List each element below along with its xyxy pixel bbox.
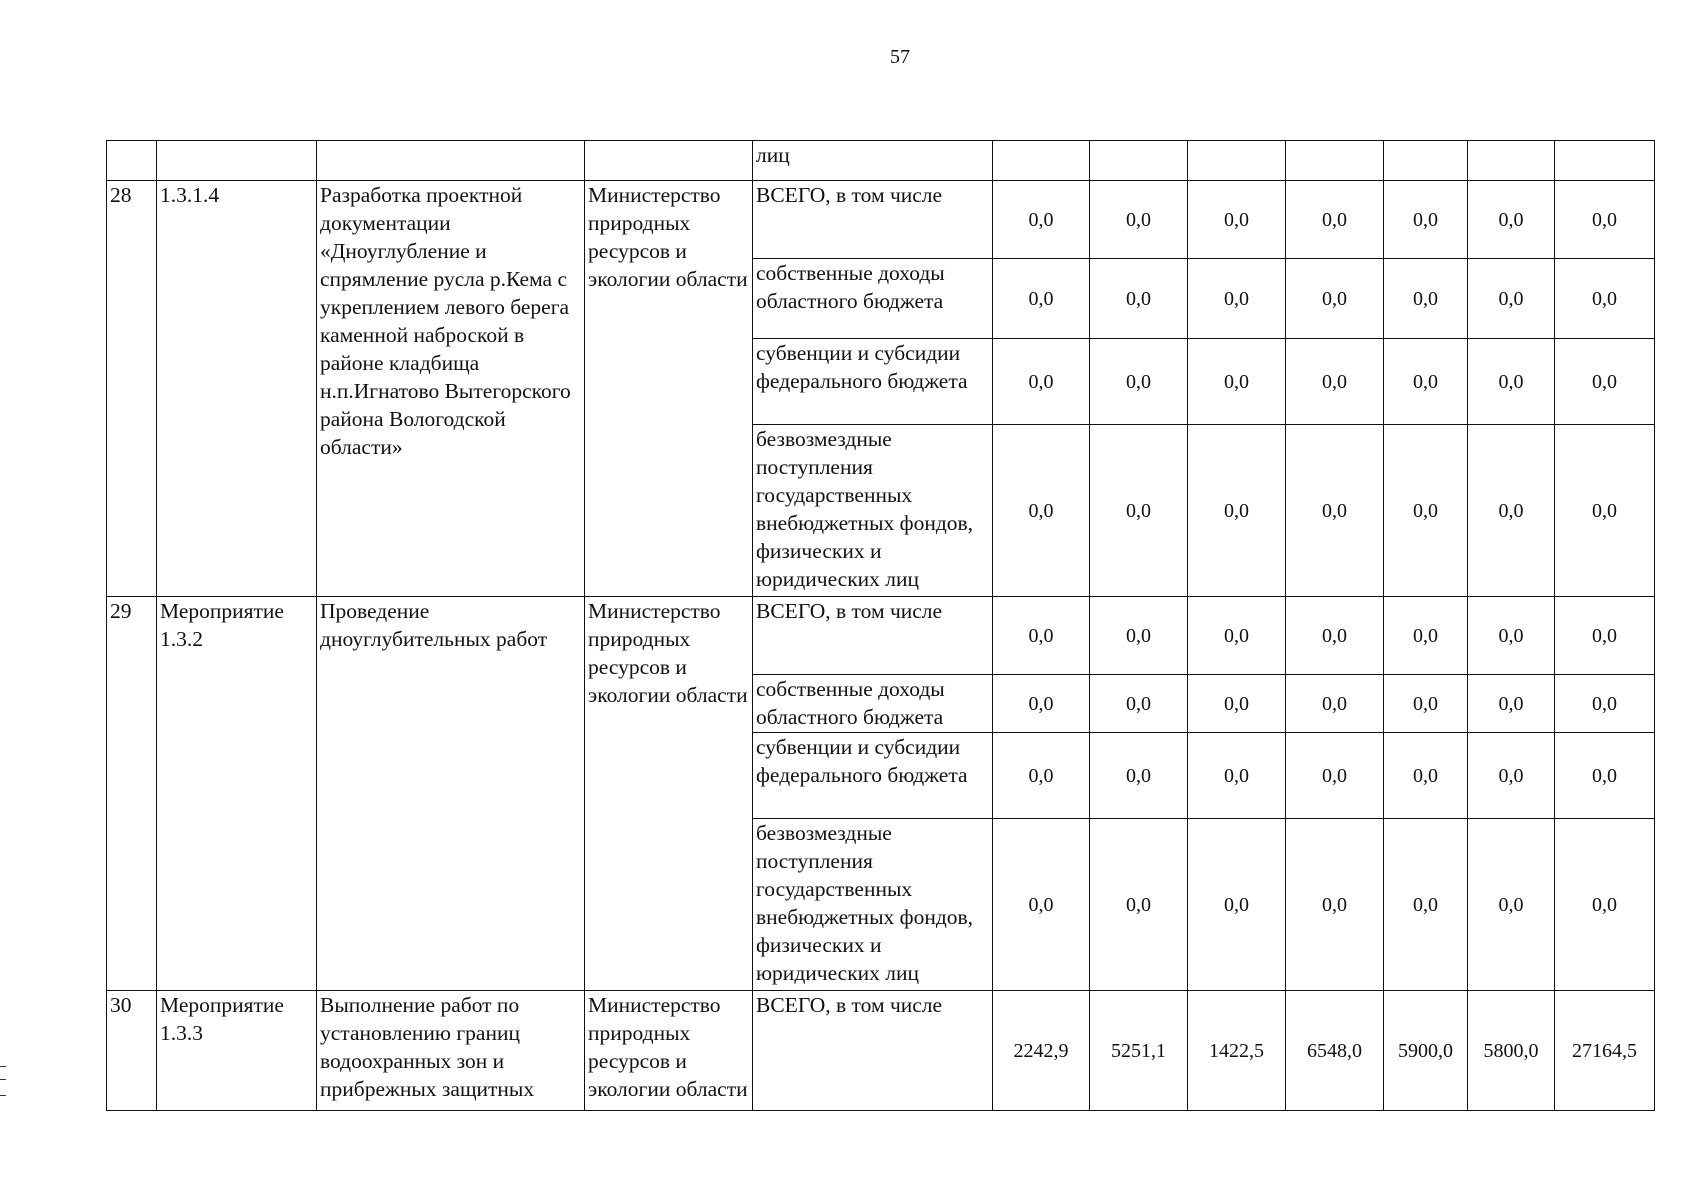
value-cell: 0,0 — [1286, 819, 1384, 991]
value-cell: 0,0 — [1188, 819, 1286, 991]
value-cell: 0,0 — [1468, 425, 1555, 597]
value-cell: 0,0 — [1090, 259, 1188, 339]
value-cell: 0,0 — [1555, 819, 1655, 991]
value-cell: 0,0 — [993, 259, 1090, 339]
entry-code: Мероприятие 1.3.2 — [157, 597, 317, 991]
value-cell: 0,0 — [1188, 733, 1286, 819]
entry-executor: Министерство природных ресурсов и экологии области — [585, 597, 753, 991]
table-cell — [157, 141, 317, 181]
value-cell: 0,0 — [1468, 819, 1555, 991]
source-cell: ВСЕГО, в том числе — [753, 991, 993, 1111]
value-cell: 0,0 — [1468, 339, 1555, 425]
value-cell: 0,0 — [1384, 819, 1468, 991]
value-cell: 0,0 — [1555, 675, 1655, 733]
table-cell — [1468, 141, 1555, 181]
table-cell — [1384, 141, 1468, 181]
value-cell: 0,0 — [1468, 181, 1555, 259]
value-cell: 0,0 — [1286, 675, 1384, 733]
value-cell: 0,0 — [1090, 181, 1188, 259]
value-cell: 0,0 — [1090, 733, 1188, 819]
page-number: 57 — [890, 46, 910, 68]
table-cell — [1286, 141, 1384, 181]
value-cell: 0,0 — [1384, 597, 1468, 675]
value-cell: 0,0 — [1384, 733, 1468, 819]
table-row — [107, 181, 1655, 259]
value-cell: 0,0 — [1286, 339, 1384, 425]
entry-number: 30 — [107, 991, 157, 1111]
source-cell: ВСЕГО, в том числе — [753, 597, 993, 675]
value-cell: 0,0 — [993, 675, 1090, 733]
value-cell: 0,0 — [1188, 259, 1286, 339]
value-cell: 0,0 — [1090, 425, 1188, 597]
value-cell: 5251,1 — [1090, 991, 1188, 1111]
entry-executor: Министерство природных ресурсов и экологии области — [585, 991, 753, 1111]
entry-name: Проведение дноуглубительных работ — [317, 597, 585, 991]
value-cell: 0,0 — [993, 819, 1090, 991]
value-cell: 0,0 — [1188, 339, 1286, 425]
value-cell: 0,0 — [993, 181, 1090, 259]
value-cell: 0,0 — [1090, 819, 1188, 991]
value-cell: 0,0 — [1384, 425, 1468, 597]
entry-code: Мероприятие 1.3.3 — [157, 991, 317, 1111]
value-cell: 2242,9 — [993, 991, 1090, 1111]
value-cell: 0,0 — [993, 425, 1090, 597]
value-cell: 0,0 — [993, 597, 1090, 675]
source-cell: ВСЕГО, в том числе — [753, 181, 993, 259]
value-cell: 0,0 — [1384, 675, 1468, 733]
value-cell: 0,0 — [1555, 259, 1655, 339]
value-cell: 0,0 — [1286, 259, 1384, 339]
value-cell: 5800,0 — [1468, 991, 1555, 1111]
table-row — [107, 597, 1655, 675]
value-cell: 0,0 — [1384, 259, 1468, 339]
value-cell: 0,0 — [1468, 733, 1555, 819]
value-cell: 0,0 — [1555, 181, 1655, 259]
source-cell: лиц — [753, 141, 993, 181]
entry-number: 28 — [107, 181, 157, 597]
value-cell: 1422,5 — [1188, 991, 1286, 1111]
entry-number: 29 — [107, 597, 157, 991]
table-cell — [1188, 141, 1286, 181]
value-cell: 0,0 — [1555, 339, 1655, 425]
value-cell: 0,0 — [1090, 675, 1188, 733]
entry-name: Выполнение работ по установлению границ водоохранных зон и прибрежных защитных — [317, 991, 585, 1111]
source-cell: безвозмездные поступления государственных внебюджетных фондов, физических и юридических лиц — [753, 819, 993, 991]
source-cell: безвозмездные поступления государственных внебюджетных фондов, физических и юридических лиц — [753, 425, 993, 597]
value-cell: 0,0 — [1188, 597, 1286, 675]
value-cell: 0,0 — [1468, 597, 1555, 675]
source-cell: собственные доходы областного бюджета — [753, 675, 993, 733]
value-cell: 0,0 — [1286, 733, 1384, 819]
value-cell: 0,0 — [993, 339, 1090, 425]
value-cell: 0,0 — [1384, 339, 1468, 425]
value-cell: 0,0 — [1468, 259, 1555, 339]
value-cell: 0,0 — [1286, 425, 1384, 597]
value-cell: 0,0 — [1188, 425, 1286, 597]
budget-table — [106, 140, 1655, 1111]
value-cell: 5900,0 — [1384, 991, 1468, 1111]
table-cell — [107, 141, 157, 181]
value-cell: 27164,5 — [1555, 991, 1655, 1111]
table-cell — [585, 141, 753, 181]
value-cell: 0,0 — [1384, 181, 1468, 259]
source-cell: собственные доходы областного бюджета — [753, 259, 993, 339]
value-cell: 6548,0 — [1286, 991, 1384, 1111]
table-row — [107, 991, 1655, 1111]
table-cell — [1090, 141, 1188, 181]
value-cell: 0,0 — [993, 733, 1090, 819]
table-cell — [1555, 141, 1655, 181]
entry-name: Разработка проектной документации «Дноуглубление и спрямление русла р.Кема с укреплением левого берега каменной наброской в районе кладбища н.п.Игнатово Вытегорского района Вологодской области» — [317, 181, 585, 597]
table-row — [107, 141, 1655, 181]
value-cell: 0,0 — [1090, 339, 1188, 425]
value-cell: 0,0 — [1555, 425, 1655, 597]
value-cell: 0,0 — [1555, 733, 1655, 819]
value-cell: 0,0 — [1188, 181, 1286, 259]
value-cell: 0,0 — [1090, 597, 1188, 675]
table-cell — [317, 141, 585, 181]
value-cell: 0,0 — [1286, 597, 1384, 675]
entry-code: 1.3.1.4 — [157, 181, 317, 597]
value-cell: 0,0 — [1555, 597, 1655, 675]
source-cell: субвенции и субсидии федерального бюджета — [753, 733, 993, 819]
entry-executor: Министерство природных ресурсов и экологии области — [585, 181, 753, 597]
value-cell: 0,0 — [1286, 181, 1384, 259]
source-cell: субвенции и субсидии федерального бюджета — [753, 339, 993, 425]
value-cell: 0,0 — [1188, 675, 1286, 733]
table-cell — [993, 141, 1090, 181]
value-cell: 0,0 — [1468, 675, 1555, 733]
margin-mark — [0, 1066, 6, 1096]
